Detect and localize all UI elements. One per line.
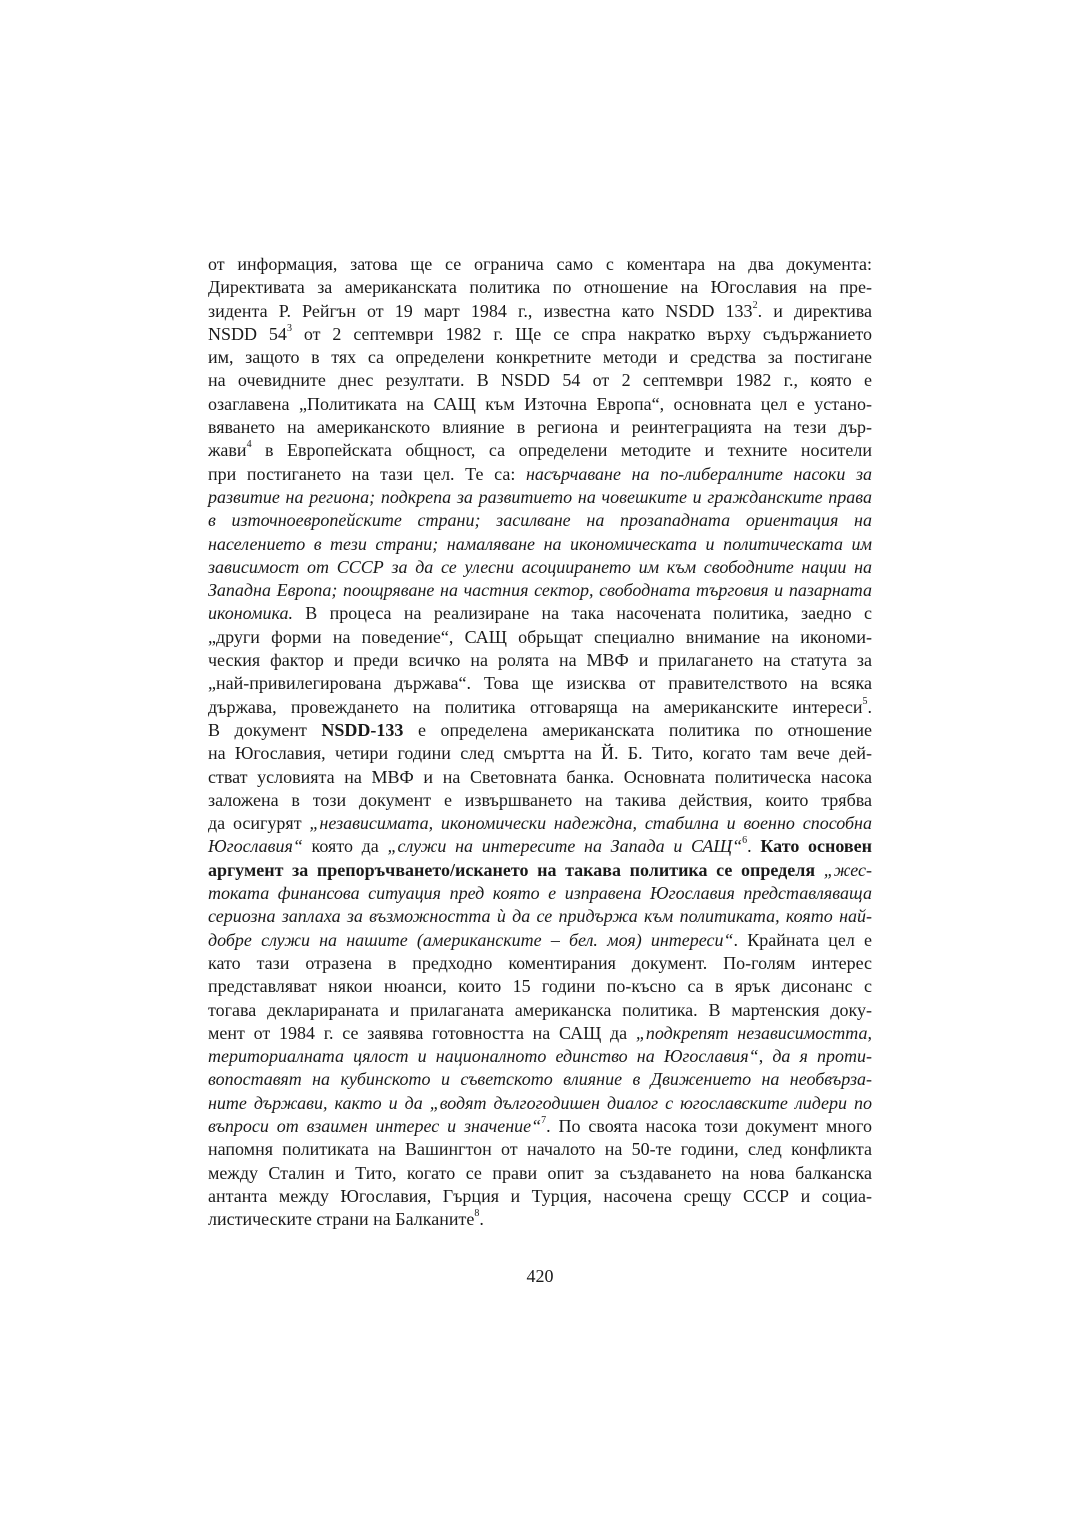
text-line xyxy=(208,952,872,975)
text-line xyxy=(208,556,872,579)
text-run: Западна Европа; поощряване на частния сектор, свободната търговия и пазарната xyxy=(208,580,872,601)
text-run: . Крайната цел е xyxy=(733,929,872,950)
text-run: тогава декларираната и прилаганата американска политика. В мартенския доку- xyxy=(208,999,872,1020)
text-run: „най-привилегирована държава“. Това ще изисква от правителството на всяка xyxy=(208,673,872,694)
body-text xyxy=(208,253,872,1231)
text-run: „независимата, икономически надеждна, стабилна и военно способна xyxy=(309,813,872,834)
text-run: „служи на интересите на Запада и САЩ“ xyxy=(387,836,743,857)
page-number: 420 xyxy=(526,1266,554,1286)
text-run: представляват някои нюанси, които 15 години по-късно са в ярък дисонанс с xyxy=(208,976,872,997)
text-run: населението в тези страни; намаляване на икономическата и политическата им xyxy=(208,533,872,554)
text-line xyxy=(208,346,872,369)
text-line xyxy=(208,789,872,812)
text-run: Югославия“ xyxy=(208,836,303,857)
text-line xyxy=(208,1162,872,1185)
text-run: . По своята насока този документ много xyxy=(546,1115,872,1136)
text-run: NSDD 54 xyxy=(208,323,287,344)
text-run: В процеса на реализиране на така насочената политика, заедно с xyxy=(292,603,872,624)
footnote-marker: 7 xyxy=(541,1114,547,1126)
text-run: Като основен xyxy=(760,836,872,857)
text-run: на очевидните днес резултати. В NSDD 54 от 2 септември 1982 г., която е xyxy=(208,370,872,391)
text-line xyxy=(208,253,872,276)
text-run: В документ xyxy=(208,719,322,740)
text-line xyxy=(208,579,872,602)
text-line xyxy=(208,719,872,742)
text-line xyxy=(208,533,872,556)
text-run: като тази отразена в предходно коментирания документ. По-голям интерес xyxy=(208,952,872,973)
text-run: зидента Р. Рейгън от 19 март 1984 г., известна като NSDD 133 xyxy=(208,300,753,321)
text-run: държава, провеждането на политика отговаряща на американските интереси xyxy=(208,696,863,717)
text-run: заложена в този документ е извършването на такива действия, които трябва xyxy=(208,789,872,810)
text-run: „други форми на поведение“, САЩ обрьщат специално внимание на икономи- xyxy=(208,626,872,647)
text-run: ните държави, както и да „водят дългогодишен диалог с югославските лидери по xyxy=(208,1092,872,1113)
text-run: да осигурят xyxy=(208,813,310,834)
text-line xyxy=(208,672,872,695)
text-run: да я проти- xyxy=(772,1046,873,1067)
text-run: която да xyxy=(302,836,388,857)
text-line xyxy=(208,859,872,882)
text-run: . xyxy=(867,696,872,717)
text-run: . xyxy=(747,836,761,857)
text-line xyxy=(208,416,872,439)
text-run: „жес- xyxy=(823,859,872,880)
footnote-marker: 2 xyxy=(752,299,758,311)
text-line xyxy=(208,1115,872,1138)
text-run: от 2 септември 1982 г. Ще се спра накратко върху съдържанието xyxy=(291,323,873,344)
text-run: добре служи на нашите (американските – бел. моя) интереси“ xyxy=(208,929,734,950)
text-run: въпроси от взаимен интерес и значение“ xyxy=(208,1115,542,1136)
text-run: . xyxy=(479,1209,484,1230)
footnote-marker: 3 xyxy=(286,322,292,334)
text-line xyxy=(208,1185,872,1208)
footnote-marker: 8 xyxy=(474,1208,480,1220)
text-line xyxy=(208,929,872,952)
footnote-marker: 5 xyxy=(862,695,868,707)
text-line xyxy=(208,835,872,858)
text-line xyxy=(208,626,872,649)
text-line xyxy=(208,300,872,323)
text-line xyxy=(208,882,872,905)
text-run: е определена американската политика по отношение xyxy=(403,719,872,740)
text-run: зависимост от СССР за да се улесни асоциирането им към свободните нации на xyxy=(208,556,872,577)
text-run: вопоставят на кубинското и съветското влияние в Движението на необвърза- xyxy=(208,1069,872,1090)
text-line xyxy=(208,1022,872,1045)
text-run: NSDD-133 xyxy=(321,719,404,740)
text-line xyxy=(208,323,872,346)
text-line xyxy=(208,975,872,998)
text-run: насърчаване на по-либералните насоки за xyxy=(525,463,872,484)
text-run: териториалната цялост и националното единство на Югославия“ xyxy=(208,1046,759,1067)
text-line xyxy=(208,1068,872,1091)
text-line xyxy=(208,649,872,672)
text-run: стват условията на МВФ и на Световната банка. Основната политическа насока xyxy=(208,766,872,787)
text-run: ческия фактор и преди всичко на ролята на МВФ и прилагането на статута за xyxy=(208,650,872,671)
text-run: от информация, затова ще се огранича само с коментара на два документа: xyxy=(208,254,872,274)
text-line xyxy=(208,1138,872,1161)
text-line xyxy=(208,1092,872,1115)
text-run: сериозна заплаха за възможността ѝ да се придържа към политиката, която най- xyxy=(208,906,872,927)
text-run: жави xyxy=(208,440,247,461)
text-run: Директивата за американската политика по отношение на Югославия на пре- xyxy=(208,277,872,298)
text-run: в източноевропейските страни; засилване на прозападната ориентация на xyxy=(208,510,872,531)
text-run: . и директива xyxy=(757,300,872,321)
text-line xyxy=(208,696,872,719)
text-run: развитие на региона; подкрепа за развитието на човешките и гражданските права xyxy=(208,486,872,507)
text-run: озаглавена „Политиката на САЩ към Източна Европа“, основната цел е устано- xyxy=(208,393,872,414)
footnote-marker: 4 xyxy=(246,439,252,451)
text-run: в Европейската общност, са определени методите и техните носители xyxy=(251,440,872,461)
text-line xyxy=(208,486,872,509)
text-line xyxy=(208,509,872,532)
text-run: напомня политиката на Вашингтон от началото на 50-те години, след конфликта xyxy=(208,1139,872,1160)
text-run: икономика. xyxy=(208,603,293,624)
text-line xyxy=(208,393,872,416)
text-run: аргумент за препоръчването/искането на такава политика се определя xyxy=(208,859,824,880)
text-run: между Сталин и Тито, когато се прави опит за създаването на нова балканска xyxy=(208,1162,872,1183)
text-run: при постигането на тази цел. Те са: xyxy=(208,463,526,484)
text-line xyxy=(208,1045,872,1068)
text-run: им, защото в тях са определени конкретните методи и средства за постигане xyxy=(208,347,872,368)
text-line xyxy=(208,766,872,789)
text-line xyxy=(208,812,872,835)
text-line xyxy=(208,905,872,928)
text-run: вяването на американското влияние в региона и реинтеграцията на тези дър- xyxy=(208,417,872,438)
text-line xyxy=(208,742,872,765)
text-line xyxy=(208,463,872,486)
text-run: антанта между Югославия, Гърция и Турция, насочена срещу СССР и социа- xyxy=(208,1185,872,1206)
text-run: , xyxy=(758,1046,773,1067)
text-line xyxy=(208,369,872,392)
text-run: листическите страни на Балканите xyxy=(208,1209,475,1230)
text-line xyxy=(208,602,872,625)
text-run: на Югославия, четири години след смъртта на Й. Б. Тито, когато там вече дей- xyxy=(208,743,872,764)
text-run: токата финансова ситуация пред която е изправена Югославия представляваща xyxy=(208,883,872,904)
text-run: „подкрепят независимостта, xyxy=(635,1022,872,1043)
text-line xyxy=(208,1208,872,1231)
text-line xyxy=(208,276,872,299)
footnote-marker: 6 xyxy=(742,835,748,847)
text-run: мент от 1984 г. се заявява готовността на САЩ да xyxy=(208,1022,636,1043)
text-line xyxy=(208,999,872,1022)
text-line xyxy=(208,439,872,462)
